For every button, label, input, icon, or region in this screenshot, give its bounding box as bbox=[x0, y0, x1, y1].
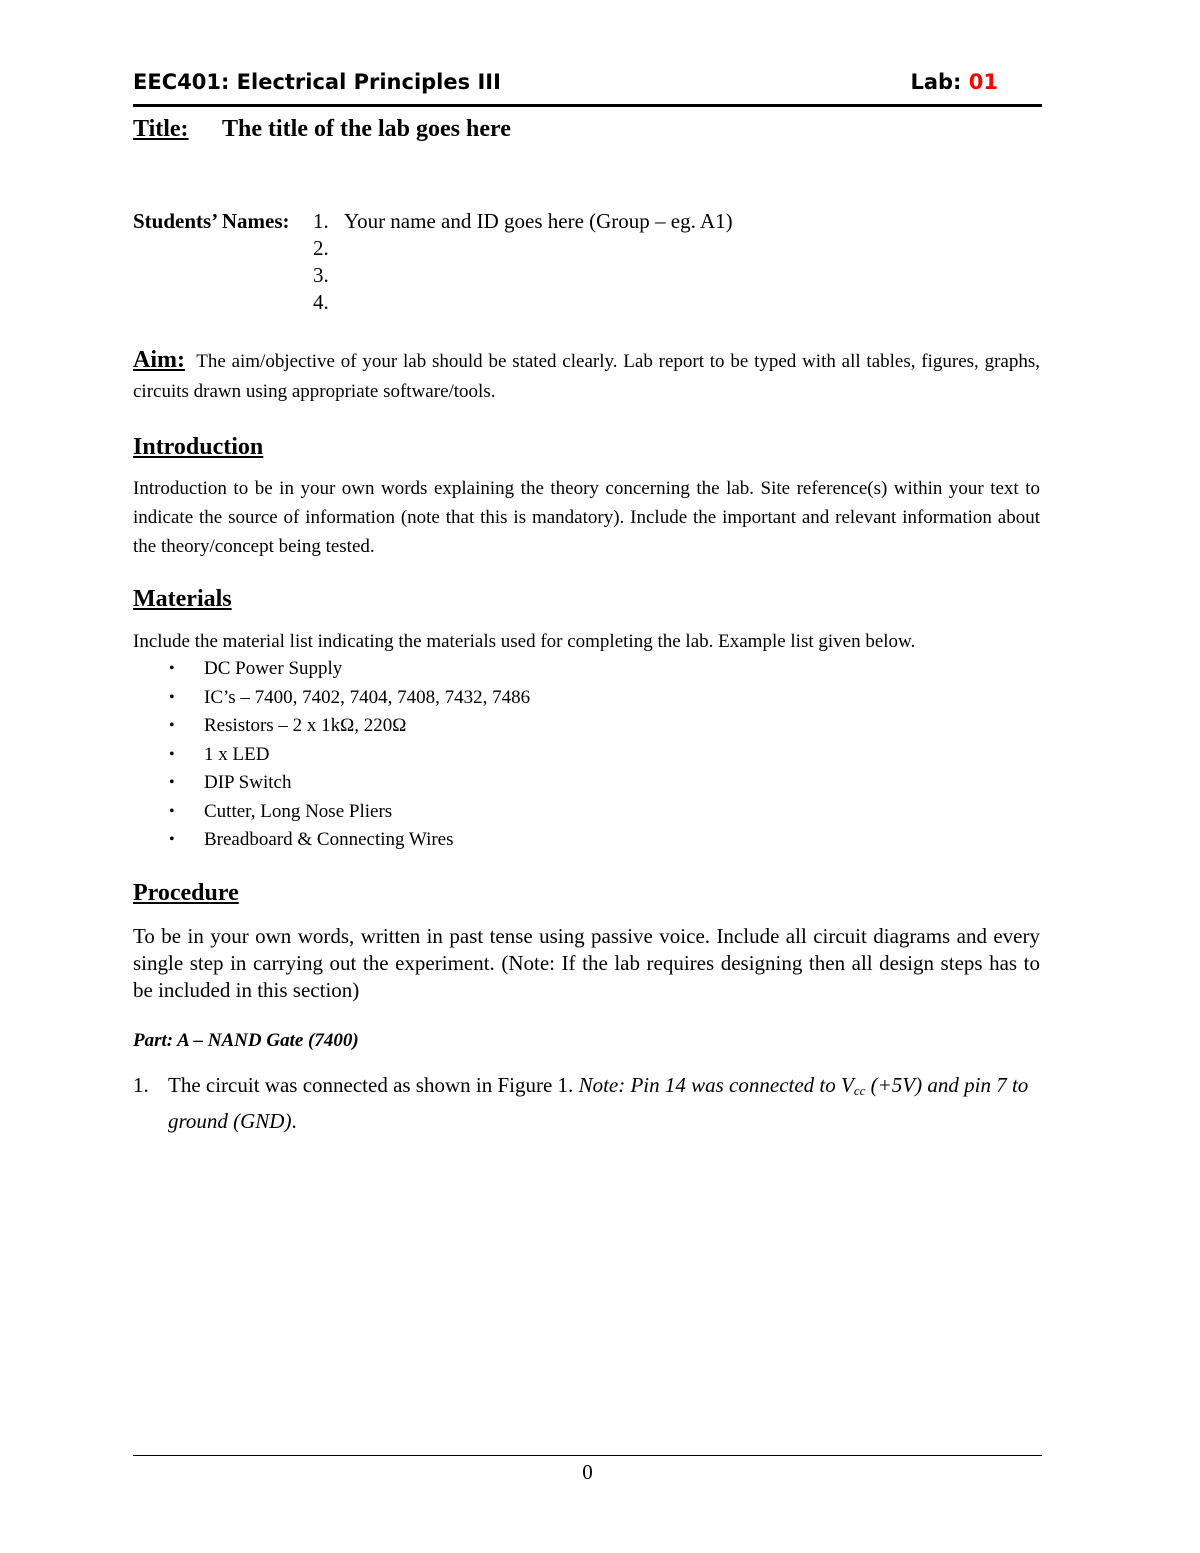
bullet-icon: • bbox=[169, 660, 175, 677]
student-item bbox=[313, 262, 873, 289]
material-item bbox=[133, 769, 530, 798]
aim-paragraph bbox=[133, 345, 1040, 407]
bullet-icon: • bbox=[169, 717, 175, 734]
bullet-icon: • bbox=[169, 802, 175, 820]
student-item bbox=[313, 289, 873, 316]
lab-title-row bbox=[133, 116, 511, 143]
bullet-icon: • bbox=[169, 688, 175, 706]
student-number: 4. bbox=[313, 290, 329, 314]
material-text: Breadboard & Connecting Wires bbox=[204, 829, 454, 850]
materials-heading: Materials bbox=[133, 586, 232, 612]
note-part-b: (+5V) and pin 7 to ground (GND) bbox=[168, 1073, 1029, 1133]
students-list bbox=[313, 208, 873, 316]
material-text: IC’s – 7400, 7402, 7404, 7408, 7432, 7486 bbox=[204, 686, 531, 708]
course-name: Electrical Principles III bbox=[236, 70, 501, 94]
header-rule bbox=[133, 104, 1042, 107]
student-name: Your name and ID goes here (Group – eg. A1) bbox=[344, 209, 733, 233]
students-label: Students’ Names: bbox=[133, 209, 290, 233]
aim-label: Aim: bbox=[133, 347, 185, 373]
procedure-text: To be in your own words, written in past tense using passive voice. Include all circuit diagrams and every single step in carrying out the experiment. (Note: If the lab requires designing then all design steps has to be included in this section) bbox=[133, 924, 1040, 1002]
student-item bbox=[313, 235, 873, 262]
lab-separator: : bbox=[953, 70, 969, 94]
material-text: 1 x LED bbox=[204, 743, 270, 765]
bullet-icon: • bbox=[169, 831, 175, 848]
introduction-heading: Introduction bbox=[133, 434, 264, 460]
course-title bbox=[133, 70, 501, 94]
page-header bbox=[133, 70, 1042, 100]
material-item bbox=[133, 826, 530, 855]
step-period: . bbox=[291, 1109, 297, 1133]
step-text bbox=[168, 1070, 1040, 1137]
student-number: 3. bbox=[313, 263, 329, 287]
part-a-title: Part: A – NAND Gate (7400) bbox=[133, 1030, 359, 1051]
course-code: EEC401 bbox=[133, 70, 221, 94]
material-text: Resistors – 2 x 1kΩ, 220Ω bbox=[204, 715, 407, 736]
material-text: Cutter, Long Nose Pliers bbox=[204, 800, 393, 822]
student-number: 2. bbox=[313, 236, 329, 260]
footer-rule bbox=[133, 1455, 1042, 1456]
material-text: DC Power Supply bbox=[204, 658, 343, 679]
introduction-text: Introduction to be in your own words explaining the theory concerning the lab. Site reference(s) within your text to indicate the source of information (note that this is mandatory). Include the important and relevant information about the theory/concept being tested. bbox=[133, 478, 1040, 557]
material-item bbox=[133, 741, 530, 770]
student-number: 1. bbox=[313, 209, 329, 233]
student-item bbox=[313, 208, 873, 235]
lab-label: Lab bbox=[910, 70, 954, 94]
material-item bbox=[133, 655, 530, 684]
bullet-icon: • bbox=[169, 774, 175, 791]
note-part-a: Note: Pin 14 was connected to V bbox=[578, 1073, 854, 1097]
lab-number: 01 bbox=[968, 70, 998, 94]
materials-intro: Include the material list indicating the materials used for completing the lab. Example list given below. bbox=[133, 631, 916, 652]
aim-text: The aim/objective of your lab should be stated clearly. Lab report to be typed with all tables, figures, graphs, circuits drawn using appropriate software/tools. bbox=[133, 351, 1040, 402]
procedure-heading: Procedure bbox=[133, 880, 239, 906]
material-item bbox=[133, 712, 530, 741]
title-label: Title: bbox=[133, 116, 189, 142]
step-number: 1. bbox=[133, 1073, 149, 1097]
materials-list bbox=[133, 655, 530, 855]
material-item bbox=[133, 798, 530, 827]
procedure-step-1 bbox=[133, 1070, 1040, 1137]
course-separator: : bbox=[220, 70, 237, 94]
material-text: DIP Switch bbox=[204, 772, 292, 793]
vcc-subscript: cc bbox=[853, 1083, 866, 1098]
lab-number-label bbox=[910, 70, 998, 94]
page-number: 0 bbox=[582, 1460, 593, 1484]
step-instruction: The circuit was connected as shown in Figure 1. bbox=[168, 1073, 579, 1097]
material-item bbox=[133, 684, 530, 713]
lab-title: The title of the lab goes here bbox=[222, 116, 511, 142]
bullet-icon: • bbox=[169, 745, 175, 763]
